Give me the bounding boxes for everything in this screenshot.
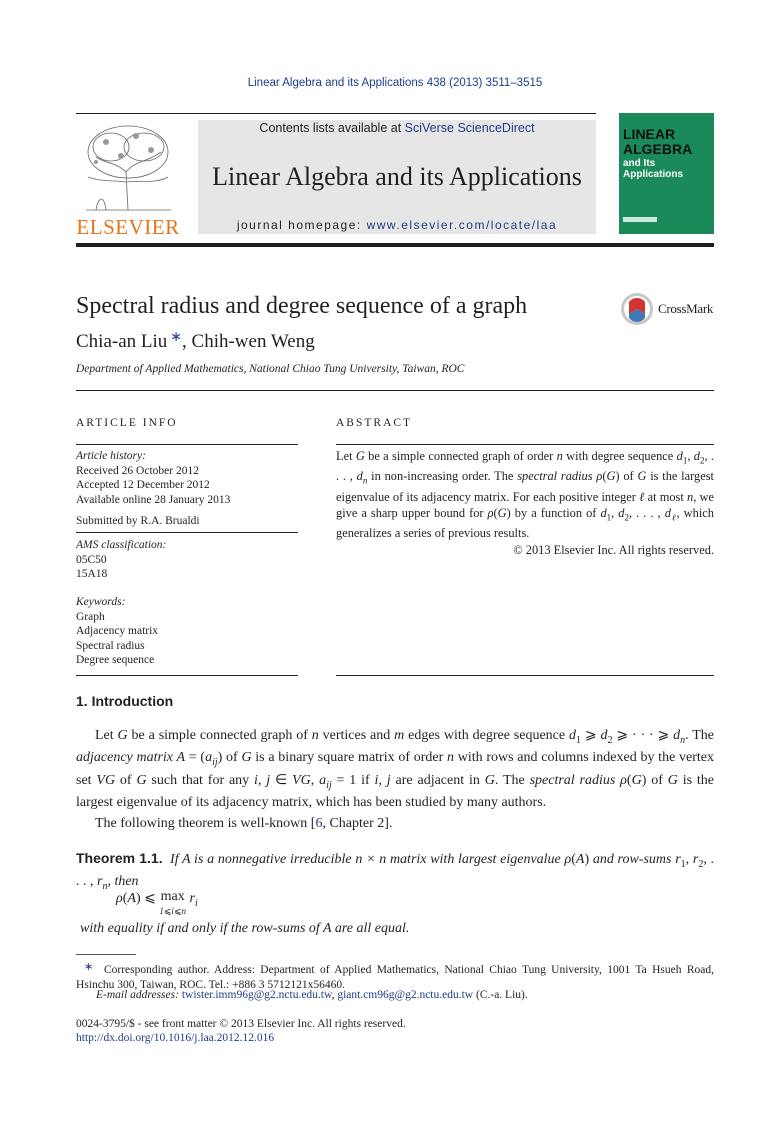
doi-link[interactable]: http://dx.doi.org/10.1016/j.laa.2012.12.016: [76, 1032, 275, 1044]
history-label: Article history:: [76, 450, 146, 462]
ref-6-link[interactable]: 6: [315, 816, 323, 831]
intro-para2-tail: , Chapter 2].: [322, 816, 393, 831]
cover-line-3: and Its: [623, 158, 656, 169]
article-history: [76, 449, 298, 507]
corresponding-author-mark[interactable]: ∗: [170, 330, 183, 345]
elsevier-logo: [76, 122, 180, 239]
ams-code-2: 15A18: [76, 568, 108, 580]
theorem-1-1: Theorem 1.1. If A is a nonnegative irreducible n × n matrix with largest eigenvalue ρ(A) and row-sums $r_1$, $r_2$, . . . , $r_n$, then: [76, 850, 715, 893]
crossmark-badge[interactable]: [620, 292, 720, 326]
cover-line-4: Applications: [623, 169, 684, 180]
keyword-4: Degree sequence: [76, 654, 155, 666]
ams-code-1: 05C50: [76, 553, 107, 566]
submitted-by: Submitted by R.A. Brualdi: [76, 515, 200, 527]
journal-citation[interactable]: Linear Algebra and its Applications 438 (2013) 3511–3515: [247, 77, 543, 89]
abstract-rule-bottom: [336, 675, 714, 676]
affiliation: Department of Applied Mathematics, National Chiao Tung University, Taiwan, ROC: [76, 363, 465, 375]
ams-classification: [76, 538, 166, 582]
email-link-2[interactable]: giant.cm96g@g2.nctu.edu.tw: [337, 989, 474, 1001]
cover-label-bar: [623, 217, 657, 222]
author-line: [76, 329, 315, 353]
email-tail: (C.-a. Liu).: [473, 989, 528, 1001]
history-accepted: Accepted 12 December 2012: [76, 479, 210, 491]
header-thick-rule: [76, 243, 714, 247]
footnote-rule: [76, 954, 136, 955]
abstract-rule-top: [336, 444, 714, 445]
keywords: [76, 595, 158, 668]
keyword-1: Graph: [76, 610, 105, 623]
theorem-label: Theorem 1.1.: [76, 850, 163, 866]
journal-cover[interactable]: [619, 113, 714, 234]
elsevier-wordmark: ELSEVIER: [76, 215, 180, 239]
cover-line-1: LINEAR: [623, 126, 676, 142]
intro-heading: 1. Introduction: [76, 693, 174, 709]
history-online: Available online 28 January 2013: [76, 493, 231, 506]
crossmark-label: CrossMark: [658, 301, 714, 316]
cover-line-2: ALGEBRA: [623, 141, 693, 157]
theorem-tail: with equality if and only if the row-sums of A are all equal.: [80, 921, 410, 936]
article-info-heading: ARTICLE INFO: [76, 417, 178, 429]
contents-line: [198, 121, 596, 135]
intro-para2-text: The following theorem is well-known [: [95, 816, 316, 831]
header-top-rule: [76, 113, 596, 114]
homepage-link[interactable]: www.elsevier.com/locate/laa: [366, 218, 558, 232]
intro-paragraph-1: Let G be a simple connected graph of n vertices and m edges with degree sequence $d_1$ ⩾ $d_2$ ⩾ · · · ⩾ $d_n$. The adjacency matrix $A = (a_{ij})$ of G is a binary square matrix of order n with rows and columns indexed by the vertex set VG of G such that for any i, j ∈ VG, $a_{ij} = 1$ if i, j are adjacent in G. The spectral radius ρ(G) of G is the largest eigenvalue of its adjacency matrix, which has been studied by many authors.: [76, 728, 715, 810]
author-1: Chia-an Liu: [76, 331, 168, 352]
keyword-2: Adjacency matrix: [76, 625, 159, 637]
ams-label: AMS classification:: [76, 539, 167, 551]
journal-title: Linear Algebra and its Applications: [212, 162, 582, 191]
issn-line: 0024-3795/$ - see front matter © 2013 Elsevier Inc. All rights reserved.: [76, 1018, 406, 1030]
intro-paragraph-2: [95, 815, 392, 833]
abstract-text: Let G be a simple connected graph of order n with degree sequence $d_1$, $d_2$, . . . , $d_n$ in non-increasing order. The spectral radius ρ(G) of G is the largest eigenvalue of its adjacency matrix. For each positive integer ℓ at most n, we give a sharp upper bound for ρ(G) by a function of $d_1$, $d_2$, . . . , $d_\ell$, which generalizes a series of previous results.: [336, 449, 715, 541]
abstract-copyright: © 2013 Elsevier Inc. All rights reserved.: [513, 543, 714, 557]
email-line: E-mail addresses: twister.imm96g@g2.nctu.edu.tw, giant.cm96g@g2.nctu.edu.tw (C.-a. Liu).: [96, 989, 528, 1001]
abstract-heading: ABSTRACT: [336, 417, 413, 429]
email-label: E-mail addresses:: [96, 989, 179, 1001]
sciencedirect-link[interactable]: SciVerse ScienceDirect: [404, 121, 535, 135]
info-rule-bottom: [76, 675, 298, 676]
keyword-3: Spectral radius: [76, 639, 145, 652]
info-rule-2: [76, 532, 298, 533]
author-2: , Chih-wen Weng: [182, 331, 315, 352]
info-rule-1: [76, 444, 298, 445]
homepage-prefix: journal homepage:: [236, 218, 367, 232]
theorem-equation: ρ(A) ⩽ max 1⩽i⩽n $r_i$: [116, 889, 198, 916]
footnote: [76, 960, 714, 992]
footnote-mark: ∗: [84, 961, 94, 973]
elsevier-tree-icon: [76, 122, 180, 212]
history-received: Received 26 October 2012: [76, 464, 199, 477]
article-title: Spectral radius and degree sequence of a graph: [76, 293, 528, 319]
contents-prefix: Contents lists available at: [259, 121, 405, 135]
footnote-text: Corresponding author. Address: Department of Applied Mathematics, National Chiao Tung University, 1001 Ta Hsueh Road, Hsinchu 300, Taiwan, ROC. Tel.: +886 3 5712121x56460.: [76, 964, 714, 991]
homepage-line: [198, 218, 596, 232]
email-link-1[interactable]: twister.imm96g@g2.nctu.edu.tw: [181, 989, 332, 1001]
keywords-label: Keywords:: [76, 596, 126, 608]
title-bottom-rule: [76, 390, 714, 391]
crossmark-icon: [620, 292, 654, 326]
